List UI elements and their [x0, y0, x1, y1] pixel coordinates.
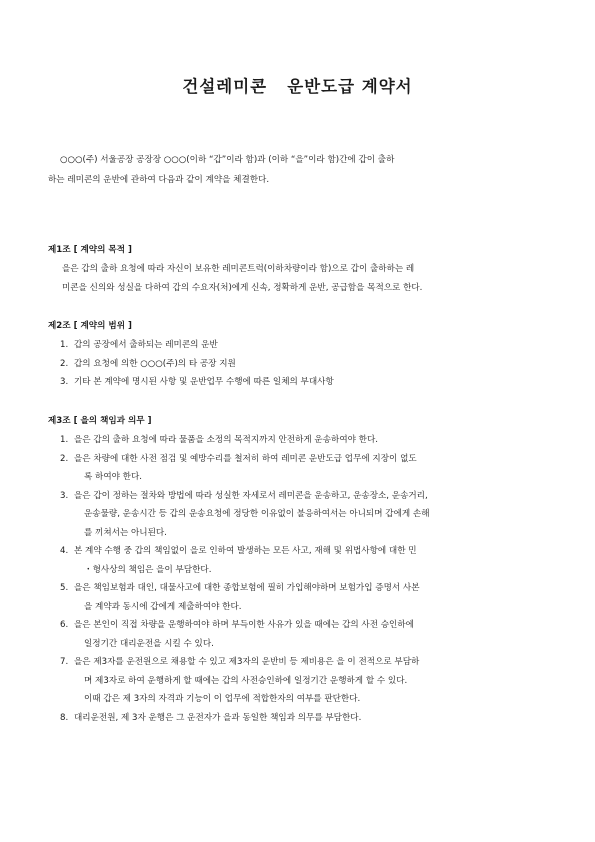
item-text: 본 계약 수행 중 갑의 책임없이 을로 인하여 발생하는 모든 사고, 재해 및 위법사항에 대한 민: [74, 546, 417, 556]
item-text: 을 계약과 동시에 갑에게 제출하여야 한다.: [84, 601, 242, 612]
item-number: 4.: [60, 546, 69, 556]
intro-line: ○○○(주) 서울공장 공장장 ○○○(이하 “갑”이라 함)과 (이하 “을”이라 함)간에 갑이 출하: [60, 155, 395, 165]
item-number: 1.: [60, 340, 69, 350]
item-text: ・형사상의 책임은 을이 부담한다.: [84, 564, 212, 575]
article-3-heading: 제3조 [ 을의 책임과 의무 ]: [48, 416, 152, 426]
item-number: 3.: [60, 377, 69, 387]
body-line: 미콘을 신의와 성실을 다하여 갑의 수요자(처)에게 신속, 정확하게 운반, 공급함을 목적으로 한다.: [62, 283, 423, 293]
item-number: 3.: [60, 490, 69, 501]
intro-line: 하는 레미콘의 운반에 관하여 다음과 같이 계약을 체결한다.: [48, 175, 270, 185]
item-text: 이때 갑은 제 3자의 자격과 기능이 이 업무에 적합한자의 여부를 판단한다.: [84, 694, 361, 704]
item-text: 며 제3자로 하여 운행하게 할 때에는 갑의 사전승인하에 일정기간 운행하게 할 수 있다.: [84, 675, 408, 686]
item-number: 2.: [60, 358, 69, 369]
list-item: [48, 336, 558, 355]
item-number: 6.: [60, 620, 69, 630]
article-1: [48, 240, 558, 298]
body-line: 을은 갑의 출하 요청에 따라 자신이 보유한 레미콘트럭(이하차량이라 함)으로 갑이 출하하는 레: [62, 264, 415, 274]
item-text: 을은 갑의 출하 요청에 따라 물품을 소정의 목적지까지 안전하게 운송하여야 한다.: [74, 435, 379, 445]
item-text: 록 하여야 한다.: [84, 472, 143, 482]
list-item: [48, 709, 558, 728]
article-3: [48, 411, 558, 727]
document-title: 건설레미콘 운반도급 계약서: [182, 77, 413, 96]
list-item: [48, 450, 558, 487]
item-text: 대리운전원, 제 3자 운행은 그 운전자가 을과 동일한 책임과 의무를 부담한다.: [74, 712, 362, 723]
list-item: [48, 542, 558, 579]
item-number: 8.: [60, 712, 69, 723]
list-item: [48, 616, 558, 653]
item-text: 갑의 공장에서 출하되는 레미콘의 운반: [74, 340, 218, 350]
item-text: 을은 차량에 대한 사전 점검 및 예방수리를 철저히 하여 레미콘 운반도급 업무에 지장이 없도: [74, 453, 417, 464]
list-item: [48, 487, 558, 543]
item-number: 7.: [60, 657, 69, 667]
list-item: [48, 431, 558, 450]
item-text: 일정기간 대리운전을 시킬 수 있다.: [84, 638, 214, 649]
article-2-heading: 제2조 [ 계약의 범위 ]: [48, 321, 132, 331]
article-1-heading: 제1조 [ 계약의 목적 ]: [48, 245, 132, 255]
list-item: [48, 653, 558, 709]
list-item: [48, 579, 558, 616]
item-text: 갑의 요청에 의한 ○○○(주)의 타 공장 지원: [74, 358, 236, 369]
item-text: 을은 갑이 정하는 절차와 방법에 따라 성실한 자세로서 레미콘을 운송하고, 운송장소, 운송거리,: [74, 490, 428, 501]
article-2: [48, 316, 558, 392]
item-number: 1.: [60, 435, 69, 445]
item-text: 운송물량, 운송시간 등 갑의 운송요청에 정당한 이유없이 불응하여서는 아니되며 갑에게 손해: [84, 509, 430, 519]
item-text: 을은 제3자를 운전원으로 채용할 수 있고 제3자의 운반비 등 제비용은 을 이 전적으로 부담하: [74, 657, 420, 667]
item-text: 을은 책임보험과 대인, 대물사고에 대한 종합보험에 필히 가입해야하며 보험가입 증명서 사본: [74, 583, 420, 593]
item-text: 기타 본 계약에 명시된 사항 및 운반업무 수행에 따른 일체의 부대사항: [74, 377, 334, 387]
item-number: 2.: [60, 453, 69, 464]
intro-paragraph: [48, 150, 554, 190]
item-number: 5.: [60, 583, 69, 593]
article-1-body: [48, 260, 558, 298]
list-item: [48, 355, 558, 374]
item-text: 를 끼쳐서는 아니된다.: [84, 527, 167, 538]
list-item: [48, 373, 558, 392]
item-text: 을은 본인이 직접 차량을 운행하여야 하며 부득이한 사유가 있을 때에는 갑의 사전 승인하에: [74, 620, 414, 630]
